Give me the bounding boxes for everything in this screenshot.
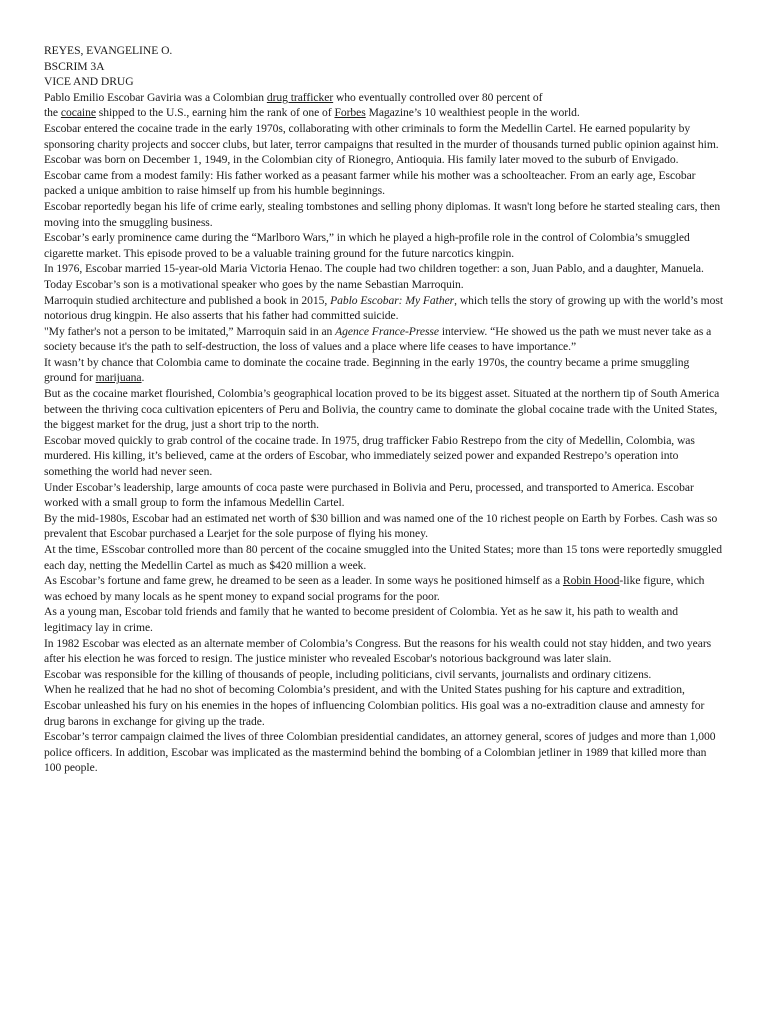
agency-name: Agence France-Presse (335, 324, 439, 338)
text-run: As Escobar’s fortune and fame grew, he dreamed to be seen as a leader. In some ways he positioned himself as a (44, 574, 563, 588)
paragraph-quote (44, 324, 724, 355)
text-run: Marroquin studied architecture and published a book in 2015, (44, 293, 331, 307)
author-name: REYES, EVANGELINE O. (44, 44, 173, 57)
paragraph-book (44, 293, 724, 324)
text-run: Pablo Emilio Escobar Gaviria was a Colombian (44, 90, 267, 104)
course-section: BSCRIM 3A (44, 59, 105, 73)
paragraph: Escobar was responsible for the killing of thousands of people, including politicians, civil servants, journalists and ordinary citizens. (44, 667, 652, 681)
text-run: the (44, 106, 61, 120)
link-forbes[interactable]: Forbes (334, 106, 366, 120)
paragraph-marijuana (44, 355, 724, 386)
link-drug-trafficker[interactable]: drug trafficker (266, 90, 334, 104)
subject-title: VICE AND DRUG (44, 75, 134, 89)
paragraph-robin-hood (44, 573, 724, 604)
document-body (44, 43, 724, 776)
paragraph: In 1976, Escobar married 15-year-old Maria Victoria Henao. The couple had two children together: a son, Juan Pablo, and a daughter, Manuela. (44, 262, 704, 276)
link-robin-hood[interactable]: Robin Hood (562, 574, 620, 588)
paragraph: Escobar was born on December 1, 1949, in the Colombian city of Rionegro, Antioquia. His family later moved to the suburb of Envigado. (44, 153, 679, 167)
text-run: shipped to the U.S., earning him the rank of one of (95, 106, 335, 120)
paragraph: Under Escobar’s leadership, large amounts of coca paste were purchased in Bolivia and Peru, processed, and transported to America. Escobar worked with a small group to form the infamous Medellin Cartel. (44, 480, 694, 510)
text-run: "My father's not a person to be imitated,” Marroquin said in an (44, 324, 336, 338)
text-run: , which tells the story of growing up with the world’s most notorious drug kingpin. He also asserts that his father had committed suicide. (44, 293, 723, 323)
paragraph: Today Escobar’s son is a motivational speaker who goes by the name Sebastian Marroquin. (44, 277, 464, 291)
text-run: who eventually controlled over 80 percent of (333, 90, 543, 104)
link-cocaine[interactable]: cocaine (60, 106, 96, 120)
book-title: Pablo Escobar: My Father (330, 293, 455, 307)
text-run: Magazine’s 10 wealthiest people in the world. (365, 106, 580, 120)
paragraph-intro (44, 90, 724, 121)
paragraph: But as the cocaine market flourished, Colombia’s geographical location proved to be its biggest asset. Situated at the northern tip of South America between the thriving coca cultivation epicenters of Peru and Bolivia, the country came to dominate the global cocaine trade with the United States, the biggest market for the drug, just a short trip to the north. (44, 387, 720, 432)
paragraph: Escobar entered the cocaine trade in the early 1970s, collaborating with other criminals to form the Medellin Cartel. He earned popularity by sponsoring charity projects and soccer clubs, but later, terror campaigns that resulted in the murder of thousands turned public opinion against him. (44, 121, 719, 151)
text-run: It wasn’t by chance that Colombia came to dominate the cocaine trade. Beginning in the early 1970s, the country became a prime smuggling ground for (44, 355, 690, 385)
link-marijuana[interactable]: marijuana (95, 371, 142, 385)
paragraph: As a young man, Escobar told friends and family that he wanted to become president of Colombia. Yet as he saw it, his path to wealth and legitimacy lay in crime. (44, 605, 678, 634)
text-run: interview. “He showed us the path we must never take as a society because it's the path to self-destruction, the loss of values and a place where life ceases to have importance.” (44, 324, 712, 354)
paragraph: Escobar’s early prominence came during the “Marlboro Wars,” in which he played a high-profile role in the control of Colombia’s smuggled cigarette market. This episode proved to be a valuable training ground for the future narcotics kingpin. (44, 231, 690, 260)
text-run: -like figure, which was echoed by many locals as he spent money to expand social programs for the poor. (44, 574, 705, 603)
paragraph: In 1982 Escobar was elected as an alternate member of Colombia’s Congress. But the reasons for his wealth could not stay hidden, and two years after his election he was forced to resign. The justice minister who revealed Escobar's notorious background was later slain. (44, 636, 712, 666)
paragraph: By the mid-1980s, Escobar had an estimated net worth of $30 billion and was named one of the 10 richest people on Earth by Forbes. Cash was so prevalent that Escobar purchased a Learjet for the sole purpose of flying his money. (44, 511, 718, 541)
paragraph: Escobar came from a modest family: His father worked as a peasant farmer while his mother was a schoolteacher. From an early age, Escobar packed a unique ambition to raise himself up from his humble beginnings. (44, 168, 696, 198)
paragraph: Escobar moved quickly to grab control of the cocaine trade. In 1975, drug trafficker Fabio Restrepo from the city of Medellin, Colombia, was murdered. His killing, it’s believed, came at the orders of Escobar, who immediately seized power and expanded Restrepo’s operation into something the world had never seen. (44, 433, 695, 479)
text-run: . (141, 371, 145, 385)
paragraph: Escobar reportedly began his life of crime early, stealing tombstones and selling phony diplomas. It wasn't long before he started stealing cars, then moving into the smuggling business. (44, 199, 721, 229)
paragraph: At the time, ESscobar controlled more than 80 percent of the cocaine smuggled into the United States; more than 15 tons were reportedly smuggled each day, netting the Medellin Cartel as much as $420 million a week. (44, 543, 722, 572)
paragraph: When he realized that he had no shot of becoming Colombia’s president, and with the United States pushing for his capture and extradition, Escobar unleashed his fury on his enemies in the hopes of influencing Colombian politics. His goal was a no-extradition clause and amnesty for drug barons in exchange for giving up the trade. (44, 683, 705, 728)
paragraph: Escobar’s terror campaign claimed the lives of three Colombian presidential candidates, an attorney general, scores of judges and more than 1,000 police officers. In addition, Escobar was implicated as the mastermind behind the bombing of a Colombian jetliner in 1989 that killed more than 100 people. (44, 730, 716, 775)
